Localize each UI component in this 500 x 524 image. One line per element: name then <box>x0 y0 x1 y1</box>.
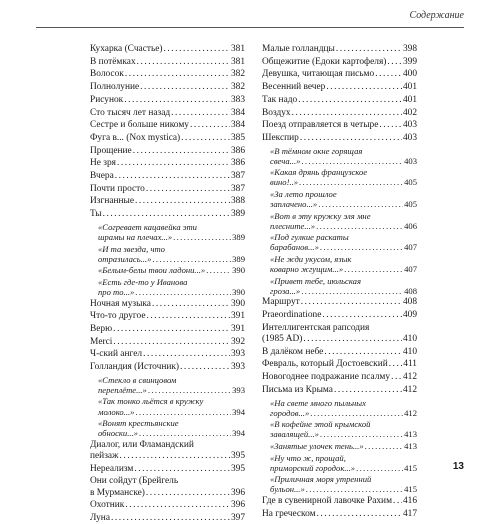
toc-entry <box>90 362 245 373</box>
toc-page-number: 397 <box>230 513 245 523</box>
toc-entry-title-line: Кухарка (Счастье) <box>90 44 163 54</box>
toc-page-number: 381 <box>230 56 245 67</box>
toc-entry <box>90 299 245 310</box>
toc-entry-title-line: коварно жгущим...» <box>270 264 344 275</box>
toc-entry-title-line: Интеллигентская рапсодия <box>262 322 370 333</box>
toc-entry <box>262 347 417 358</box>
toc-subentry <box>90 418 245 438</box>
toc-subentry <box>262 211 417 231</box>
dot-leader <box>139 428 231 438</box>
toc-entry-title-line: «Вот в эту кружку эля мне <box>270 210 371 221</box>
toc-entry <box>90 196 245 207</box>
toc-entry-title-line: Новогоднее подражание псалму <box>262 372 391 383</box>
toc-entry-title-line: Они сойдут (Брейгель <box>90 476 179 487</box>
toc-entry-title-line: Малые голландцы <box>262 44 335 54</box>
toc-entry-title-line: Голландия (Источник) <box>90 362 180 373</box>
toc-subentry <box>262 441 417 451</box>
dot-leader <box>134 464 230 475</box>
dot-leader <box>146 488 230 499</box>
toc-subentry <box>262 146 417 166</box>
toc-page-number: 398 <box>402 44 417 54</box>
toc-page-number: 386 <box>230 158 245 169</box>
dot-leader <box>317 509 402 520</box>
toc-page-number: 389 <box>230 209 245 220</box>
toc-entry-title-line: про то...» <box>98 286 135 297</box>
toc-page-number: 415 <box>404 462 417 473</box>
toc-entry-title-line: Поезд отправляется в четыре <box>262 120 379 131</box>
toc-subentry <box>262 232 417 252</box>
dot-leader <box>103 209 230 220</box>
toc-entry <box>90 500 245 511</box>
toc-entry-title-line: отразилась...» <box>98 253 152 264</box>
toc-subentry <box>262 474 417 494</box>
toc-entry <box>262 82 417 93</box>
toc-page-number: 407 <box>404 242 417 253</box>
toc-entry-title-line: Что-то другое <box>90 311 146 322</box>
toc-entry <box>90 337 245 348</box>
toc-page-number: 384 <box>230 120 245 131</box>
toc-entry-title-line: Верю <box>90 323 113 334</box>
toc-page-number: 382 <box>230 69 245 80</box>
dot-leader <box>318 199 403 209</box>
toc-page-number: 393 <box>230 349 245 360</box>
toc-entry <box>90 44 245 55</box>
toc-entry <box>262 133 417 144</box>
dot-leader <box>146 311 229 322</box>
toc-page-number: 412 <box>402 384 417 395</box>
toc-page-number: 396 <box>230 487 245 498</box>
dot-leader <box>125 500 230 511</box>
toc-entry-title-line: Praeordinatione <box>262 310 322 321</box>
toc-entry-title-line: обноски...» <box>98 428 138 439</box>
dot-leader <box>375 69 402 80</box>
toc-page-number: 402 <box>402 107 417 118</box>
toc-subentry <box>262 254 417 274</box>
toc-entry-title-line: Волосок <box>90 69 124 80</box>
toc-entry-title-line: «В тёмном окне горящая <box>270 145 363 156</box>
toc-page-number: 388 <box>230 196 245 207</box>
dot-leader <box>393 496 402 507</box>
toc-entry-title-line: Воздух <box>262 107 291 118</box>
dot-leader <box>135 407 231 417</box>
toc-entry <box>90 82 245 93</box>
toc-entry-title-line: бульон...» <box>270 484 305 495</box>
toc-entry-title-line: В потёмках <box>90 56 136 67</box>
dot-leader <box>391 372 402 383</box>
toc-page-number: 410 <box>402 334 417 345</box>
toc-page-number: 386 <box>230 145 245 156</box>
toc-entry-title-line: «В кофейне этой крымской <box>270 419 371 430</box>
dot-leader <box>148 385 231 395</box>
toc-page-number: 401 <box>402 94 417 105</box>
toc-page-number: 392 <box>230 336 245 347</box>
toc-page-number: 406 <box>404 220 417 231</box>
toc-entry <box>90 171 245 182</box>
dot-leader <box>298 95 402 106</box>
toc-entry-title-line: «Какая дрянь французское <box>270 167 368 178</box>
toc-entry-title-line: «Занятые улочек тень...» <box>270 440 364 451</box>
toc-entry <box>262 310 417 321</box>
toc-entry-title-line: барабанов...» <box>270 242 319 253</box>
dot-leader <box>334 385 402 396</box>
toc-page-number: 390 <box>230 298 245 309</box>
toc-entry-title-line: Письма из Крыма <box>262 384 333 395</box>
dot-leader <box>124 95 230 106</box>
toc-entry-title-line: приморский городок...» <box>270 462 356 473</box>
toc-entry-title-line: «За лето прошлое <box>270 189 337 199</box>
toc-entry <box>90 464 245 475</box>
toc-entry <box>90 209 245 220</box>
toc-subentry <box>90 375 245 395</box>
toc-entry-title-line: Ч-ский ангел <box>90 349 143 360</box>
toc-entry <box>90 324 245 335</box>
toc-page-number: 394 <box>232 428 245 439</box>
toc-page-number: 393 <box>232 384 245 395</box>
toc-page-number: 389 <box>232 253 245 264</box>
toc-entry-title-line: Не зря <box>90 158 116 169</box>
toc-subentry <box>90 396 245 416</box>
toc-entry-title-line: На греческом <box>262 508 316 519</box>
toc-entry <box>262 44 417 55</box>
toc-entry <box>262 120 417 131</box>
toc-entry-title-line: «Не жди укусом, язык <box>270 254 352 265</box>
toc-entry-title-line: Прощение <box>90 145 132 156</box>
dot-leader <box>125 69 230 80</box>
toc-entry-title-line: «Ну что ж, прощай, <box>270 452 346 463</box>
toc-entry <box>90 311 245 322</box>
dot-leader <box>171 108 230 119</box>
toc-subentry <box>90 222 245 242</box>
dot-leader <box>322 310 402 321</box>
toc-entry-title-line: Луна <box>90 513 110 523</box>
dot-leader <box>146 184 230 195</box>
toc-entry-title-line: молоко...» <box>98 406 135 417</box>
dot-leader <box>115 171 230 182</box>
toc-page-number: 407 <box>404 264 417 275</box>
toc-entry-title-line: Девушка, читающая письмо <box>262 69 375 80</box>
dot-leader <box>190 120 230 131</box>
header-rule <box>36 27 464 28</box>
toc-entry <box>262 359 417 370</box>
toc-entry-title-line: вино!..» <box>270 177 299 188</box>
dot-leader <box>365 441 403 451</box>
dot-leader <box>389 359 403 370</box>
toc-entry-title-line: «Стекло в свинцовом <box>98 374 177 385</box>
dot-leader <box>301 297 402 308</box>
dot-leader <box>387 57 402 68</box>
dot-leader <box>303 334 402 345</box>
toc-entry <box>90 440 245 462</box>
toc-page-number: 395 <box>230 463 245 474</box>
toc-entry-title-line: «Так тонко льётся в кружку <box>98 396 204 407</box>
toc-subentry <box>90 265 245 275</box>
dot-leader <box>135 196 230 207</box>
toc-page-number: 416 <box>402 495 417 506</box>
toc-page-number: 408 <box>404 285 417 296</box>
toc-entry-title-line: (1985 AD) <box>262 334 303 345</box>
running-header: Содержание <box>409 10 464 21</box>
toc-entry <box>90 184 245 195</box>
toc-entry <box>262 372 417 383</box>
toc-entry-title-line: Ночная музыка <box>90 298 151 309</box>
dot-leader <box>164 44 230 55</box>
toc-page-number: 396 <box>230 500 245 511</box>
toc-column-left <box>90 44 245 524</box>
toc-page-number: 390 <box>232 286 245 297</box>
toc-entry-title-line: пейзаж <box>90 450 119 461</box>
toc-entry <box>90 349 245 360</box>
toc-entry-title-line: «Приличная моря утренний <box>270 474 372 485</box>
toc-entry-title-line: «И та звезда, что <box>98 243 165 254</box>
toc-entry-title-line: гроза...» <box>270 285 301 296</box>
toc-page-number: 381 <box>230 44 245 54</box>
toc-entry-title-line: Охотник <box>90 500 125 511</box>
toc-entry <box>262 108 417 119</box>
dot-leader <box>316 221 403 231</box>
toc-entry <box>90 146 245 157</box>
toc-entry-title-line: Почти просто <box>90 183 145 194</box>
toc-subentry <box>262 398 417 418</box>
toc-entry-title-line: Фуга в... (Nox mystica) <box>90 132 181 143</box>
toc-entry-title-line: шрамы на плечах...» <box>98 231 173 242</box>
toc-entry <box>262 57 417 68</box>
dot-leader <box>133 146 230 157</box>
toc-page-number: 405 <box>404 177 417 188</box>
toc-entry-title-line: Маршрут <box>262 297 300 308</box>
toc-entry <box>90 513 245 524</box>
dot-leader <box>310 408 403 418</box>
toc-subentry <box>262 276 417 296</box>
toc-entry-title-line: Merci <box>90 336 113 347</box>
toc-entry-title-line: завалящей...» <box>270 429 319 440</box>
toc-entry-title-line: в Мурманске) <box>90 487 145 498</box>
toc-entry-title-line: Сто тысяч лет назад <box>90 107 171 118</box>
dot-leader <box>111 513 230 524</box>
toc-entry-title-line: Нереализм <box>90 463 134 474</box>
toc-page-number: 410 <box>402 346 417 357</box>
dot-leader <box>336 44 402 55</box>
toc-entry-title-line: Полнолуние <box>90 82 140 93</box>
toc-page-number: 387 <box>230 171 245 182</box>
dot-leader <box>173 232 231 242</box>
toc-entry-title-line: «Белым-белы твои ладони...» <box>98 265 206 276</box>
toc-entry-title-line: Весенний вечер <box>262 82 326 93</box>
dot-leader <box>301 286 403 296</box>
toc-entry-title-line: «Согревает кацавейка эти <box>98 221 197 232</box>
dot-leader <box>379 120 402 131</box>
toc-page-number: 403 <box>402 120 417 131</box>
toc-entry <box>90 57 245 68</box>
toc-page-number: 411 <box>403 359 417 370</box>
toc-page-number: 387 <box>230 183 245 194</box>
toc-entry-title-line: заплачено...» <box>270 199 318 210</box>
dot-leader <box>181 133 230 144</box>
toc-entry-title-line: Общежитие (Едоки картофеля) <box>262 56 387 67</box>
page-number: 13 <box>452 461 464 472</box>
toc-entry <box>90 120 245 131</box>
dot-leader <box>180 362 230 373</box>
toc-page-number: 403 <box>404 155 417 166</box>
toc-page-number: 413 <box>404 429 417 440</box>
toc-entry-title-line: Изгнанные <box>90 196 134 207</box>
dot-leader <box>299 177 403 187</box>
toc-entry <box>90 158 245 169</box>
dot-leader <box>320 429 403 439</box>
dot-leader <box>320 242 403 252</box>
toc-page-number: 391 <box>230 311 245 322</box>
toc-page-number: 382 <box>230 82 245 93</box>
toc-subentry <box>262 419 417 439</box>
toc-column-right <box>262 44 417 520</box>
toc-page-number: 399 <box>402 56 417 67</box>
toc-page-number: 401 <box>402 82 417 93</box>
toc-entry-title-line: городов...» <box>270 407 310 418</box>
dot-leader <box>300 133 402 144</box>
toc-entry-title-line: Сестре и больше никому <box>90 120 189 131</box>
toc-entry-title-line: «Вонят крестьянские <box>98 418 179 429</box>
toc-entry-title-line: «На свете много пыльных <box>270 397 366 408</box>
toc-entry-title-line: Февраль, который Достоевский <box>262 359 388 370</box>
toc-page-number: 400 <box>402 69 417 80</box>
toc-entry <box>262 297 417 308</box>
toc-page-number: 415 <box>404 484 417 495</box>
toc-entry-title-line: В далёком небе <box>262 346 324 357</box>
toc-page-number: 413 <box>404 440 417 451</box>
toc-entry-title-line: Ты <box>90 209 102 220</box>
dot-leader <box>143 349 230 360</box>
toc-page-number: 394 <box>232 406 245 417</box>
toc-entry <box>90 133 245 144</box>
toc-entry-title-line: Так надо <box>262 94 298 105</box>
toc-entry <box>262 509 417 520</box>
toc-page-number: 408 <box>402 297 417 308</box>
toc-page-number: 405 <box>404 199 417 210</box>
dot-leader <box>356 463 403 473</box>
toc-page-number: 393 <box>230 362 245 373</box>
dot-leader <box>152 299 230 310</box>
toc-entry <box>90 108 245 119</box>
toc-entry <box>262 95 417 106</box>
toc-entry-title-line: «Есть где-то у Иванова <box>98 276 188 287</box>
toc-entry <box>90 69 245 80</box>
toc-page-number: 412 <box>402 372 417 383</box>
toc-page-number: 391 <box>230 323 245 334</box>
toc-subentry <box>90 277 245 297</box>
dot-leader <box>324 347 402 358</box>
dot-leader <box>306 484 403 494</box>
toc-entry <box>90 476 245 498</box>
toc-entry <box>262 496 417 507</box>
toc-entry-title-line: свеча...» <box>270 155 301 166</box>
toc-page-number: 409 <box>402 310 417 321</box>
dot-leader <box>120 451 230 462</box>
toc-page-number: 383 <box>230 94 245 105</box>
toc-entry-title-line: Шекспир <box>262 132 299 143</box>
dot-leader <box>113 337 230 348</box>
toc-page-number: 384 <box>230 107 245 118</box>
dot-leader <box>137 57 230 68</box>
dot-leader <box>152 254 231 264</box>
dot-leader <box>135 287 231 297</box>
toc-entry <box>262 323 417 345</box>
toc-entry-title-line: Диалог, или Фламандский <box>90 439 194 450</box>
toc-entry-title-line: «Под гулкие раскаты <box>270 232 349 243</box>
toc-subentry <box>262 453 417 473</box>
dot-leader <box>326 82 402 93</box>
toc-page-number: 385 <box>230 132 245 143</box>
toc-entry-title-line: Рисунок <box>90 94 124 105</box>
toc-entry-title-line: Где в сувенирной лавочке Рахим <box>262 495 393 506</box>
dot-leader <box>113 324 230 335</box>
toc-entry <box>262 385 417 396</box>
dot-leader <box>140 82 230 93</box>
toc-page-number: 389 <box>232 231 245 242</box>
dot-leader <box>301 156 403 166</box>
toc-page-number: 412 <box>404 407 417 418</box>
dot-leader <box>206 265 231 275</box>
toc-subentry <box>262 167 417 187</box>
toc-entry-title-line: Вчера <box>90 171 114 182</box>
toc-subentry <box>90 244 245 264</box>
dot-leader <box>344 264 403 274</box>
toc-entry-title-line: плесните...» <box>270 220 316 231</box>
toc-entry-title-line: переплёте...» <box>98 384 147 395</box>
toc-page-number: 417 <box>402 508 417 519</box>
toc-page-number: 395 <box>230 450 245 461</box>
toc-page-number: 403 <box>402 132 417 143</box>
dot-leader <box>117 158 230 169</box>
dot-leader <box>292 108 402 119</box>
toc-entry <box>90 95 245 106</box>
toc-subentry <box>262 189 417 209</box>
toc-entry <box>262 69 417 80</box>
toc-entry-title-line: «Привет тебе, июльская <box>270 275 361 286</box>
toc-page-number: 390 <box>232 265 245 276</box>
